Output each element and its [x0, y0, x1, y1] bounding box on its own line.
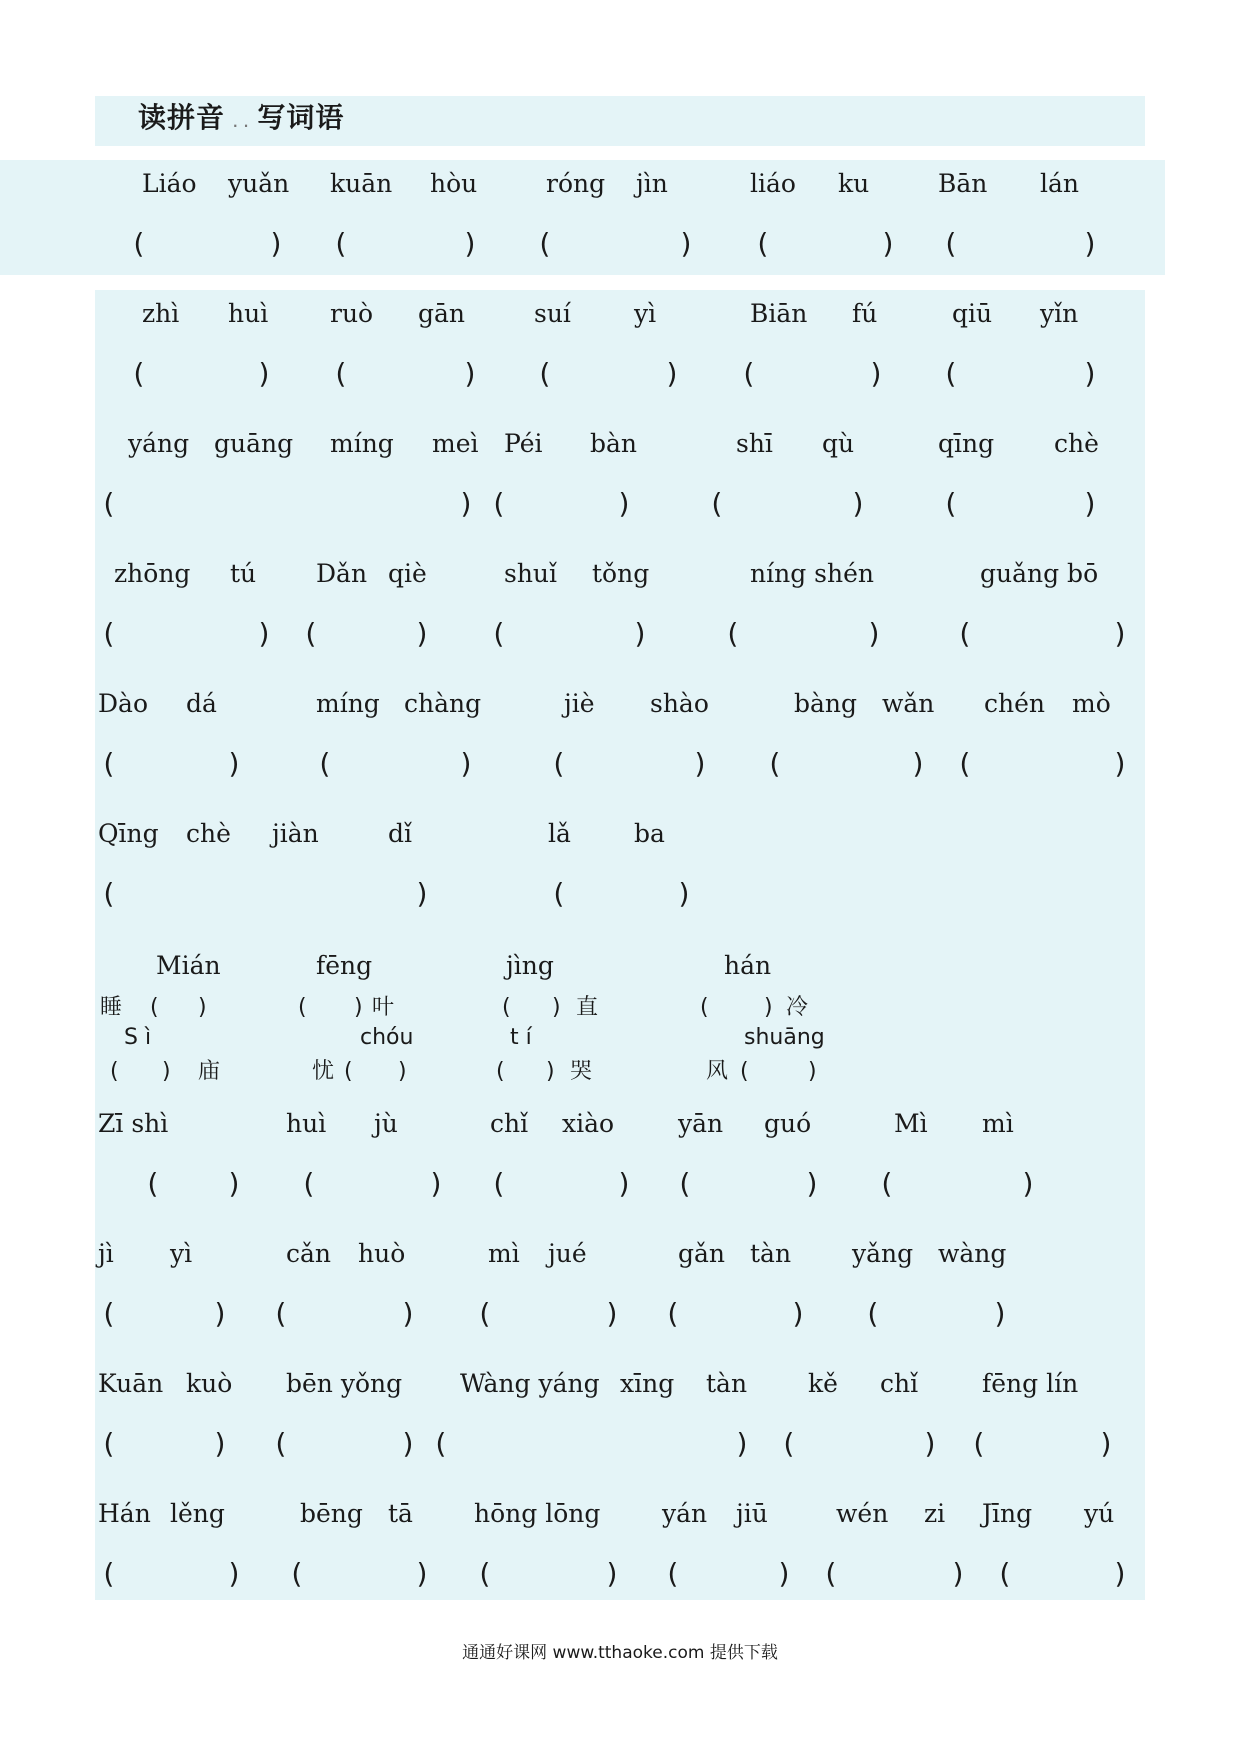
paren-close: )	[808, 1059, 817, 1084]
fill-char: 忧	[312, 1059, 335, 1084]
paren-open[interactable]: (	[724, 617, 741, 650]
paren-open[interactable]: (	[664, 1297, 681, 1330]
pinyin: mì	[982, 1109, 1014, 1138]
pinyin: chàng	[404, 689, 482, 718]
paren-close: )	[414, 617, 431, 650]
pinyin: guāng	[214, 429, 294, 458]
pinyin: ruò	[330, 299, 374, 328]
paren-close: )	[1112, 617, 1129, 650]
pinyin: meì	[432, 429, 479, 458]
pinyin: yáng	[128, 429, 190, 458]
paren-open[interactable]: (	[766, 747, 783, 780]
pinyin: huì	[286, 1109, 327, 1138]
paren-open[interactable]: (	[550, 747, 567, 780]
pinyin: zhì	[142, 299, 180, 328]
pinyin: huì	[228, 299, 269, 328]
fill-char: 直	[576, 995, 599, 1020]
paren-close: )	[1082, 487, 1099, 520]
pinyin-row-8	[0, 1108, 1240, 1148]
footer-credit: 通通好课网 www.tthaoke.com 提供下载	[462, 1643, 778, 1663]
pinyin: qù	[822, 429, 855, 458]
paren-open[interactable]: (	[740, 357, 757, 390]
paren-open[interactable]: (	[332, 227, 349, 260]
paren-close: )	[616, 1167, 633, 1200]
paren-open[interactable]: (	[490, 617, 507, 650]
pinyin: chè	[186, 819, 231, 848]
paren-close: )	[632, 617, 649, 650]
pinyin: liáo	[750, 169, 796, 198]
paren-close: )	[546, 1059, 555, 1084]
paren-close: )	[428, 1167, 445, 1200]
paren-open[interactable]: (	[476, 1557, 493, 1590]
paren-open[interactable]: (	[130, 357, 147, 390]
paren-open[interactable]: (	[956, 617, 973, 650]
pinyin: cǎn	[286, 1239, 332, 1268]
paren-close: )	[1112, 1557, 1129, 1590]
fill-char: 风	[706, 1059, 729, 1084]
pinyin: fēng	[316, 951, 373, 980]
pinyin: guǎng bō	[980, 559, 1099, 588]
paren-open[interactable]: (	[100, 487, 117, 520]
pinyin: jué	[548, 1239, 587, 1268]
answer-row-5	[0, 746, 1240, 786]
paren-close: )	[676, 877, 693, 910]
pinyin: gǎn	[678, 1239, 726, 1268]
pinyin: bàng	[794, 689, 858, 718]
pinyin: tú	[230, 559, 257, 588]
paren-open[interactable]: (	[432, 1427, 449, 1460]
paren-open[interactable]: (	[130, 227, 147, 260]
paren-open[interactable]: (	[150, 995, 159, 1020]
pinyin: chè	[1054, 429, 1099, 458]
paren-open[interactable]: (	[708, 487, 725, 520]
pinyin: yì	[170, 1239, 193, 1268]
pinyin: gān	[418, 299, 466, 328]
paren-close: )	[552, 995, 561, 1020]
paren-close: )	[354, 995, 363, 1020]
paren-open[interactable]: (	[100, 877, 117, 910]
pinyin: yú	[1084, 1499, 1115, 1528]
paren-close: )	[398, 1059, 407, 1084]
pinyin: chén	[984, 689, 1045, 718]
paren-close: )	[212, 1427, 229, 1460]
paren-open[interactable]: (	[664, 1557, 681, 1590]
pinyin: fēng lín	[982, 1369, 1079, 1398]
pinyin: míng	[330, 429, 394, 458]
pinyin: Mián	[156, 951, 221, 980]
paren-close: )	[1082, 357, 1099, 390]
paren-close: )	[950, 1557, 967, 1590]
paren-close: )	[868, 357, 885, 390]
paren-close: )	[462, 227, 479, 260]
pinyin: kě	[808, 1369, 838, 1398]
pinyin: Wàng yáng	[460, 1369, 600, 1398]
title-dots: . .	[233, 116, 250, 130]
paren-close: )	[678, 227, 695, 260]
pinyin: shuǐ	[504, 559, 558, 588]
pinyin-row-6	[0, 818, 1240, 858]
pinyin: tā	[388, 1499, 413, 1528]
pinyin-row-4	[0, 558, 1240, 598]
pinyin: lěng	[170, 1499, 225, 1528]
pinyin: yuǎn	[228, 169, 290, 198]
pinyin: xīng	[620, 1369, 675, 1398]
pinyin-row-7	[0, 950, 1240, 990]
paren-close: )	[692, 747, 709, 780]
paren-open[interactable]: (	[288, 1557, 305, 1590]
pinyin: Qīng	[98, 819, 159, 848]
paren-open[interactable]: (	[100, 1427, 117, 1460]
pinyin: jì	[98, 1239, 114, 1268]
paren-close: )	[804, 1167, 821, 1200]
paren-open[interactable]: (	[100, 747, 117, 780]
paren-close: )	[734, 1427, 751, 1460]
paren-open[interactable]: (	[300, 1167, 317, 1200]
paren-open[interactable]: (	[864, 1297, 881, 1330]
paren-close: )	[458, 747, 475, 780]
paren-open[interactable]: (	[100, 1297, 117, 1330]
title-text-2: 写词语	[257, 101, 345, 134]
pinyin: jiè	[564, 689, 595, 718]
pinyin: jìng	[506, 951, 554, 980]
paren-close: )	[922, 1427, 939, 1460]
pinyin: mì	[488, 1239, 520, 1268]
paren-open[interactable]: (	[100, 617, 117, 650]
pinyin: xiào	[562, 1109, 615, 1138]
paren-close: )	[604, 1297, 621, 1330]
paren-open[interactable]: (	[956, 747, 973, 780]
pinyin: jiū	[736, 1499, 768, 1528]
fill-char: 叶	[372, 995, 395, 1020]
pinyin: qiè	[388, 559, 427, 588]
paren-close: )	[992, 1297, 1009, 1330]
paren-open[interactable]: (	[502, 995, 511, 1020]
paren-close: )	[604, 1557, 621, 1590]
pinyin: Jīng	[982, 1499, 1033, 1528]
answer-row-1	[0, 226, 1240, 266]
paren-open[interactable]: (	[496, 1059, 505, 1084]
pinyin: jiàn	[272, 819, 319, 848]
pinyin: shào	[650, 689, 709, 718]
pinyin-row-3	[0, 428, 1240, 468]
pinyin: qīng	[938, 429, 995, 458]
pinyin-row-5	[0, 688, 1240, 728]
paren-close: )	[268, 227, 285, 260]
paren-open[interactable]: (	[942, 487, 959, 520]
paren-open[interactable]: (	[490, 487, 507, 520]
answer-row-11	[0, 1556, 1240, 1596]
pinyin-row-9	[0, 1238, 1240, 1278]
pinyin: bēn yǒng	[286, 1369, 403, 1398]
paren-close: )	[256, 617, 273, 650]
pinyin-row-11	[0, 1498, 1240, 1538]
answer-row-2	[0, 356, 1240, 396]
title-text-1: 读拼音	[138, 101, 226, 134]
pinyin: yǐn	[1040, 299, 1079, 328]
pinyin: guó	[764, 1109, 812, 1138]
paren-close: )	[226, 747, 243, 780]
pinyin: Hán	[98, 1499, 151, 1528]
paren-open[interactable]: (	[740, 1059, 749, 1084]
paren-close: )	[256, 357, 273, 390]
pinyin: suí	[534, 299, 571, 328]
pinyin: chǐ	[490, 1109, 529, 1138]
pinyin: zhōng	[114, 559, 191, 588]
page-title	[138, 96, 344, 136]
pinyin: Zī shì	[98, 1109, 169, 1138]
pinyin: tàn	[706, 1369, 748, 1398]
paren-open[interactable]: (	[754, 227, 771, 260]
pinyin: yǎng	[852, 1239, 914, 1268]
paren-open[interactable]: (	[822, 1557, 839, 1590]
pinyin: huò	[358, 1239, 406, 1268]
paren-close: )	[880, 227, 897, 260]
fill-char: 睡	[100, 995, 123, 1020]
pinyin: Bān	[938, 169, 988, 198]
pinyin: kuān	[330, 169, 393, 198]
pinyin: róng	[546, 169, 606, 198]
paren-open[interactable]: (	[302, 617, 319, 650]
pinyin: dǐ	[388, 819, 412, 848]
fill-char: 哭	[570, 1059, 593, 1084]
paren-close: )	[212, 1297, 229, 1330]
paren-open[interactable]: (	[476, 1297, 493, 1330]
pinyin: Kuān	[98, 1369, 164, 1398]
paren-close: )	[414, 1557, 431, 1590]
paren-close: )	[458, 487, 475, 520]
paren-open[interactable]: (	[536, 357, 553, 390]
pinyin: Dǎn	[316, 559, 368, 588]
pinyin: jù	[374, 1109, 398, 1138]
paren-close: )	[226, 1557, 243, 1590]
answer-row-8	[0, 1166, 1240, 1206]
paren-close: )	[664, 357, 681, 390]
pinyin: bēng	[300, 1499, 363, 1528]
pinyin: hòu	[430, 169, 478, 198]
paren-open[interactable]: (	[996, 1557, 1013, 1590]
pinyin: chóu	[360, 1025, 414, 1050]
pinyin: chǐ	[880, 1369, 919, 1398]
paren-open[interactable]: (	[316, 747, 333, 780]
pinyin: wàng	[938, 1239, 1007, 1268]
pinyin: Mì	[894, 1109, 928, 1138]
pinyin: yì	[634, 299, 657, 328]
paren-open[interactable]: (	[298, 995, 307, 1020]
pinyin: míng	[316, 689, 380, 718]
paren-open[interactable]: (	[970, 1427, 987, 1460]
pinyin: shī	[736, 429, 773, 458]
pinyin: lǎ	[548, 819, 571, 848]
pinyin: bàn	[590, 429, 638, 458]
pinyin: tǒng	[592, 559, 650, 588]
paren-close: )	[162, 1059, 171, 1084]
paren-open[interactable]: (	[700, 995, 709, 1020]
pinyin: qiū	[952, 299, 993, 328]
paren-close: )	[1082, 227, 1099, 260]
paren-close: )	[1112, 747, 1129, 780]
pinyin: jìn	[636, 169, 668, 198]
paren-close: )	[414, 877, 431, 910]
paren-close: )	[226, 1167, 243, 1200]
paren-open[interactable]: (	[144, 1167, 161, 1200]
pinyin: ba	[634, 819, 665, 848]
paren-close: )	[764, 995, 773, 1020]
pinyin: S ì	[124, 1025, 152, 1050]
paren-close: )	[1020, 1167, 1037, 1200]
pinyin: yān	[678, 1109, 724, 1138]
paren-open[interactable]: (	[878, 1167, 895, 1200]
fill-char: 冷	[786, 995, 809, 1020]
paren-open[interactable]: (	[272, 1427, 289, 1460]
pinyin: níng shén	[750, 559, 874, 588]
pinyin-row-10	[0, 1368, 1240, 1408]
pinyin: hōng lōng	[474, 1499, 601, 1528]
paren-open[interactable]: (	[676, 1167, 693, 1200]
answer-row-3	[0, 486, 1240, 526]
paren-open[interactable]: (	[332, 357, 349, 390]
paren-open[interactable]: (	[344, 1059, 353, 1084]
pinyin-row-1	[0, 168, 1240, 208]
paren-close: )	[866, 617, 883, 650]
pinyin: kuò	[186, 1369, 233, 1398]
pinyin: yán	[662, 1499, 708, 1528]
pinyin: Péi	[504, 429, 543, 458]
paren-open[interactable]: (	[100, 1557, 117, 1590]
paren-open[interactable]: (	[550, 877, 567, 910]
paren-close: )	[400, 1427, 417, 1460]
paren-open[interactable]: (	[942, 227, 959, 260]
paren-close: )	[776, 1557, 793, 1590]
pinyin: ku	[838, 169, 870, 198]
paren-close: )	[400, 1297, 417, 1330]
pinyin: fú	[852, 299, 878, 328]
pinyin: wǎn	[882, 689, 935, 718]
answer-row-6	[0, 876, 1240, 916]
pinyin: tàn	[750, 1239, 792, 1268]
paren-close: )	[850, 487, 867, 520]
answer-row-9	[0, 1296, 1240, 1336]
paren-close: )	[198, 995, 207, 1020]
paren-close: )	[616, 487, 633, 520]
pinyin: t í	[510, 1025, 532, 1050]
pinyin: Liáo	[142, 169, 197, 198]
paren-open[interactable]: (	[780, 1427, 797, 1460]
answer-row-4	[0, 616, 1240, 656]
pinyin: Dào	[98, 689, 148, 718]
paren-open[interactable]: (	[272, 1297, 289, 1330]
pinyin-row-2	[0, 298, 1240, 338]
paren-close: )	[1098, 1427, 1115, 1460]
pinyin: Biān	[750, 299, 808, 328]
paren-close: )	[910, 747, 927, 780]
pinyin: hán	[724, 951, 772, 980]
pinyin: mò	[1072, 689, 1111, 718]
paren-open[interactable]: (	[942, 357, 959, 390]
pinyin: lán	[1040, 169, 1080, 198]
pinyin: wén	[836, 1499, 889, 1528]
fill-char: 庙	[198, 1059, 221, 1084]
paren-close: )	[462, 357, 479, 390]
paren-open[interactable]: (	[490, 1167, 507, 1200]
pinyin: zi	[924, 1499, 946, 1528]
fill-row-2	[0, 1058, 1240, 1098]
paren-open[interactable]: (	[110, 1059, 119, 1084]
pinyin: dá	[186, 689, 217, 718]
answer-row-10	[0, 1426, 1240, 1466]
paren-close: )	[790, 1297, 807, 1330]
pinyin: shuāng	[744, 1025, 825, 1050]
paren-open[interactable]: (	[536, 227, 553, 260]
